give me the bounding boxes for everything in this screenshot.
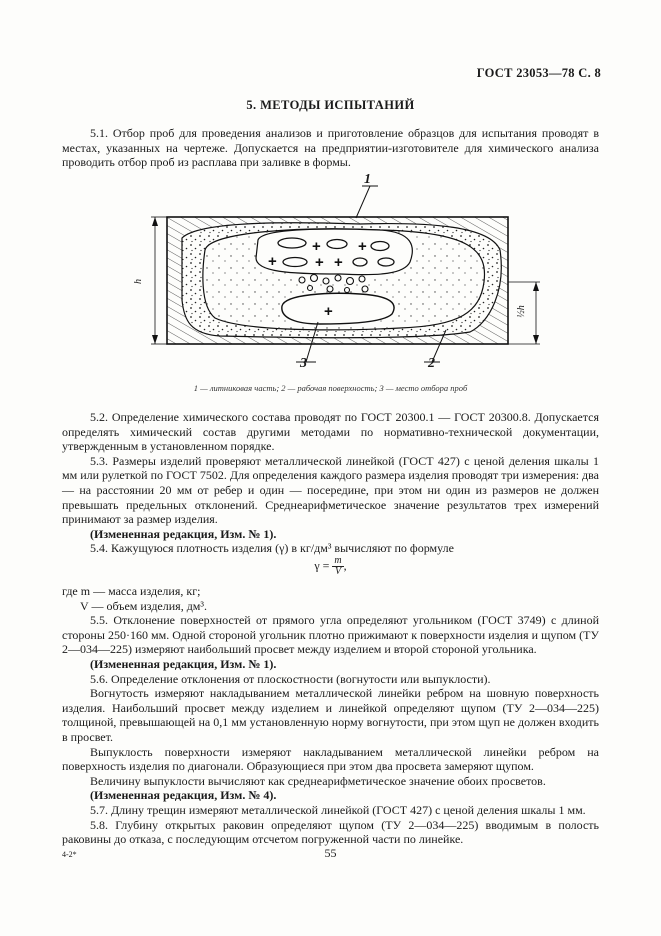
document-header: ГОСТ 23053—78 С. 8 (476, 66, 601, 80)
svg-text:+: + (315, 254, 324, 271)
dimension-half-h-label: ½h (515, 305, 527, 318)
section-title: 5. МЕТОДЫ ИСПЫТАНИЙ (246, 98, 415, 112)
paragraph-5-8: 5.8. Глубину открытых раковин определяют щупом (ТУ 2—034—225) вводимым в полость раковины до отказа, с последующим отсчетом погруженной части по линейке. (62, 817, 599, 847)
dimension-h-label: h (133, 279, 144, 284)
revision-note-3 (62, 788, 599, 803)
figure-label-2: 2 (428, 356, 435, 371)
page-number: 55 (324, 846, 337, 860)
paragraph-5-1-text: 5.1. Отбор проб для проведения анализов и приготовление образцов для испытания проводят в местах, указанных на чертеже. Допускается на предприятии-изготовителе для химического анализа проводить отбор проб из расплава при заливке в формы. (62, 126, 599, 170)
where-v: V — объем изделия, дм³. (80, 598, 207, 613)
formula-lhs: γ = (314, 558, 330, 573)
paragraph-5-2: 5.2. Определение химического состава проводят по ГОСТ 20300.1 — ГОСТ 20300.8. Допускается определять химический состав другими методами по нормативно-технической документации, утвержденным в установленном порядке. (62, 410, 599, 454)
figure-label-3: 3 (300, 356, 307, 371)
figure-caption: 1 — литниковая часть; 2 — рабочая поверхность; 3 — место отбора проб (193, 383, 468, 393)
revision-note-1-text: (Измененная редакция, Изм. № 1). (90, 526, 277, 541)
svg-text:+: + (268, 253, 277, 270)
paragraph-5-6-convexity: Выпуклость поверхности измеряют накладыванием металлической линейки ребром на поверхность изделия по диагонали. Образующиеся при этом два просвета замеряют щупом. (62, 744, 599, 774)
paragraph-5-5: 5.5. Отклонение поверхностей от прямого угла определяют угольником (ГОСТ 3749) с длиной стороны 250·160 мм. Одной стороной угольник плотно прижимают к поверхности изделия и щупом (ТУ 2—034—225) измеряют наибольший просвет между изделием и второй стороной угольника. (62, 613, 599, 657)
sheet-mark: 4-2* (62, 850, 77, 859)
revision-note-1 (62, 527, 599, 542)
paragraph-5-6: 5.6. Определение отклонения от плоскостности (вогнутости или выпуклости). (90, 671, 491, 686)
paragraph-5-3: 5.3. Размеры изделий проверяют металлической линейкой (ГОСТ 427) с ценой деления шкалы 1 мм или рулеткой по ГОСТ 7502. Для определения каждого размера изделия проводят три измерения: два — на расстоянии 20 мм от ребер и один — посередине, при этом ни один из размеров не должен превышать предельных отклонений. Среднеарифметическое значение результатов трех измерений принимают за размер изделия. (62, 453, 599, 527)
revision-note-2-text: (Измененная редакция, Изм. № 1). (90, 656, 277, 671)
sampling-zone (282, 293, 394, 324)
formula-numerator: m (334, 555, 342, 566)
figure-label-1: 1 (364, 172, 371, 187)
formula-denominator: V (334, 566, 342, 577)
paragraph-5-7: 5.7. Длину трещин измеряют металлической линейкой (ГОСТ 427) с ценой деления шкалы 1 мм. (90, 802, 586, 817)
svg-text:+: + (312, 238, 321, 255)
revision-note-2 (62, 657, 599, 672)
svg-text:+: + (334, 254, 343, 271)
formula-tail: , (343, 558, 347, 573)
paragraph-5-6-value: Величину выпуклости вычисляют как среднеарифметическое значение обоих просветов. (90, 773, 546, 788)
revision-note-3-text: (Измененная редакция, Изм. № 4). (90, 788, 277, 803)
body-text-block (62, 410, 599, 556)
body-text-block-2 (62, 584, 599, 847)
paragraph-5-6-concavity: Вогнутость измеряют накладыванием металлической линейки ребром на шовную поверхность изделия. Наибольший просвет между изделием и линейкой определяют щупом (ТУ 2—034—225) толщиной, превышающей на 0,1 мм установленную норму вогнутости, при этом щуп не должен входить в просвет. (62, 686, 599, 744)
paragraph-5-4: 5.4. Кажущуюся плотность изделия (γ) в кг/дм³ вычисляют по формуле (90, 541, 454, 556)
formula-fraction (332, 556, 343, 577)
svg-text:+: + (324, 303, 333, 320)
casting-section-figure (0, 0, 661, 400)
svg-text:+: + (358, 238, 367, 255)
density-formula (0, 556, 661, 577)
where-m: где m — масса изделия, кг; (62, 584, 201, 598)
